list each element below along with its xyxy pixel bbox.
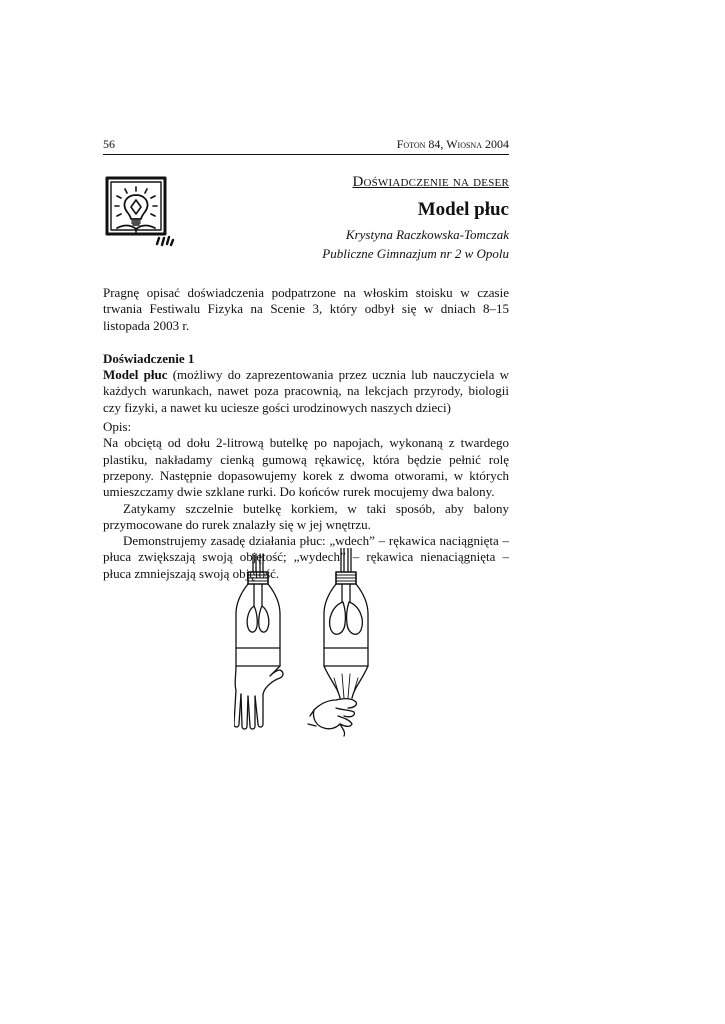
article-author: Krystyna Raczkowska-Tomczak [345,227,509,242]
experiment-heading: Doświadczenie 1 [103,350,195,366]
intro-paragraph: Pragnę opisać doświadczenia podpatrzone na włoskim stoisku w czasie trwania Festiwalu Fizyka na Scenie 3, który odbył się w dniach 8–15 listopada 2003 r. [103,285,509,333]
article-title: Model płuc [417,199,509,220]
paragraph-1: Na obciętą od dołu 2-litrową butelkę po napojach, wykonaną z twardego plastiku, nakładamy cienką gumową rękawicę, która będzie pełnić rolę przepony. Następnie dopasowujemy korek z dwoma otworami, w których umieszczamy dwie szklane rurki. Do końców rurek mocujemy dwa balony. [103,435,509,500]
running-header [103,137,509,155]
experiment-description [103,367,509,416]
document-page [103,137,509,581]
lightbulb-book-icon [103,174,187,282]
bottle-right [308,548,368,736]
paragraph-2: Zatykamy szczelnie butelkę korkiem, w taki sposób, aby balony przymocowane do rurek znalazły się w jej wnętrzu. [103,500,509,532]
lung-model-illustration [234,548,394,744]
description-label: Opis: [103,419,132,435]
author-school: Publiczne Gimnazjum nr 2 w Opolu [322,246,509,261]
experiment-name: Model płuc [103,367,168,383]
article-body [103,285,509,582]
paragraph-3: Demonstrujemy zasadę działania płuc: „wdech” – rękawica naciągnięta – płuca zwiększają swoją objętość; „wydech” – rękawica nienaciągnięta – płuca zmniejszają swoją objętość. [103,533,509,581]
article-titles [322,174,509,262]
section-name: Doświadczenie na deser [352,174,509,190]
page-number: 56 [103,137,115,151]
journal-issue: Foton 84, Wiosna 2004 [396,137,509,151]
experiment-note: (możliwy do zaprezentowania przez ucznia lub nauczyciela w każdych warunkach, nawet poza pracownią, na lekcjach przyrody, biologii czy fizyki, a nawet ku uciesze gości urodzinowych naszych dzieci) [103,367,509,415]
bottle-left [234,554,283,729]
